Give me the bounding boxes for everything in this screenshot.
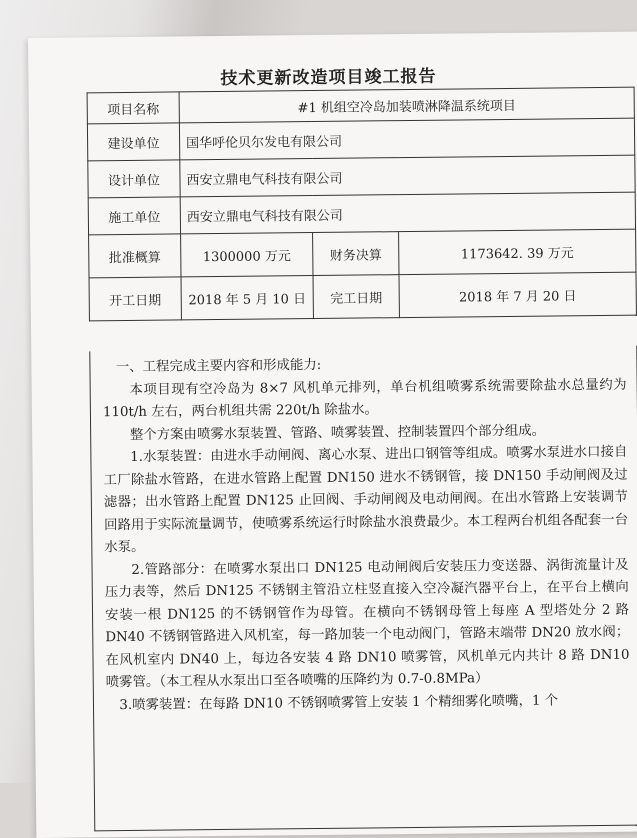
value-contractor: 西安立鼎电气科技有限公司 (180, 192, 635, 234)
label-start-date: 开工日期 (89, 277, 181, 321)
label-project-name: 项目名称 (87, 92, 179, 124)
paragraph-piping: 2.管路部分：在喷雾水泵出口 DN125 电动闸阀后安装压力变送器、涡街流量计及压力表等，然后 DN125 不锈钢主管沿立柱竖直接入空冷凝汽器平台上，在平台上横向安装一根 DN125 的不锈钢管作为母管。在横向不锈钢母管上每座 A 型塔处分 2 路 DN40 不锈钢管路进入风机室，每一路加装一个电动阀门，管路末端带 DN20 放水阀；在风机室内 DN40 上，每边各安装 4 路 DN10 喷雾管，风机单元内共计 8 路 DN10 喷雾管。（本工程从水泵出口至各喷嘴的压降约为 0.7-0.8MPa） (104, 557, 630, 691)
label-budget: 批准概算 (89, 234, 181, 278)
row-budget (89, 229, 636, 278)
project-info-table (87, 87, 637, 322)
label-construction-unit: 建设单位 (87, 123, 179, 161)
document-page (28, 31, 637, 838)
row-contractor (88, 192, 635, 235)
value-construction-unit: 国华呼伦贝尔发电有限公司 (179, 118, 634, 160)
paragraph-overview: 本项目现有空冷岛为 8×7 风机单元排列，单台机组喷雾系统需要除盐水总量约为 110t/h 左右，两台机组共需 220t/h 除盐水。 (102, 377, 627, 421)
paragraph-spray: 3.喷雾装置：在每路 DN10 不锈钢喷雾管上安装 1 个精细雾化喷嘴，1 个 (119, 692, 559, 713)
paragraph-pump: 1.水泵装置：由进水手动闸阀、离心水泵、进出口钢管等组成。喷雾水泵进水口接自工厂除盐水管路，在进水管路上配置 DN150 进水不锈钢管，接 DN150 手动闸阀及过滤器；出水管路上配置 DN125 止回阀、手动闸阀及电动闸阀。在出水管路上安装调节回路用于实际流量调节，使喷雾系统运行时除盐水浪费最少。本工程两台机组各配套一台水泵。 (103, 444, 629, 556)
section-heading: 一、工程完成主要内容和形成能力: (115, 357, 322, 376)
value-project-name: #1 机组空冷岛加装喷淋降温系统项目 (179, 87, 634, 123)
label-completion-date: 完工日期 (313, 275, 399, 319)
value-budget: 1300000 万元 (181, 233, 313, 277)
work-content-section (89, 346, 637, 832)
value-final-accounts: 1173642. 39 万元 (399, 229, 636, 274)
row-construction-unit (87, 118, 634, 161)
row-dates (89, 272, 636, 321)
value-design-unit: 西安立鼎电气科技有限公司 (180, 155, 635, 197)
value-completion-date: 2018 年 7 月 20 日 (399, 272, 636, 317)
label-contractor: 施工单位 (88, 197, 180, 235)
row-design-unit (88, 155, 635, 198)
label-design-unit: 设计单位 (88, 160, 180, 198)
value-start-date: 2018 年 5 月 10 日 (181, 276, 313, 320)
document-title: 技术更新改造项目竣工报告 (220, 66, 437, 89)
label-final-accounts: 财务决算 (313, 232, 399, 276)
paragraph-composition: 整个方案由喷雾水泵装置、管路、喷雾装置、控制装置四个部分组成。 (129, 423, 546, 443)
